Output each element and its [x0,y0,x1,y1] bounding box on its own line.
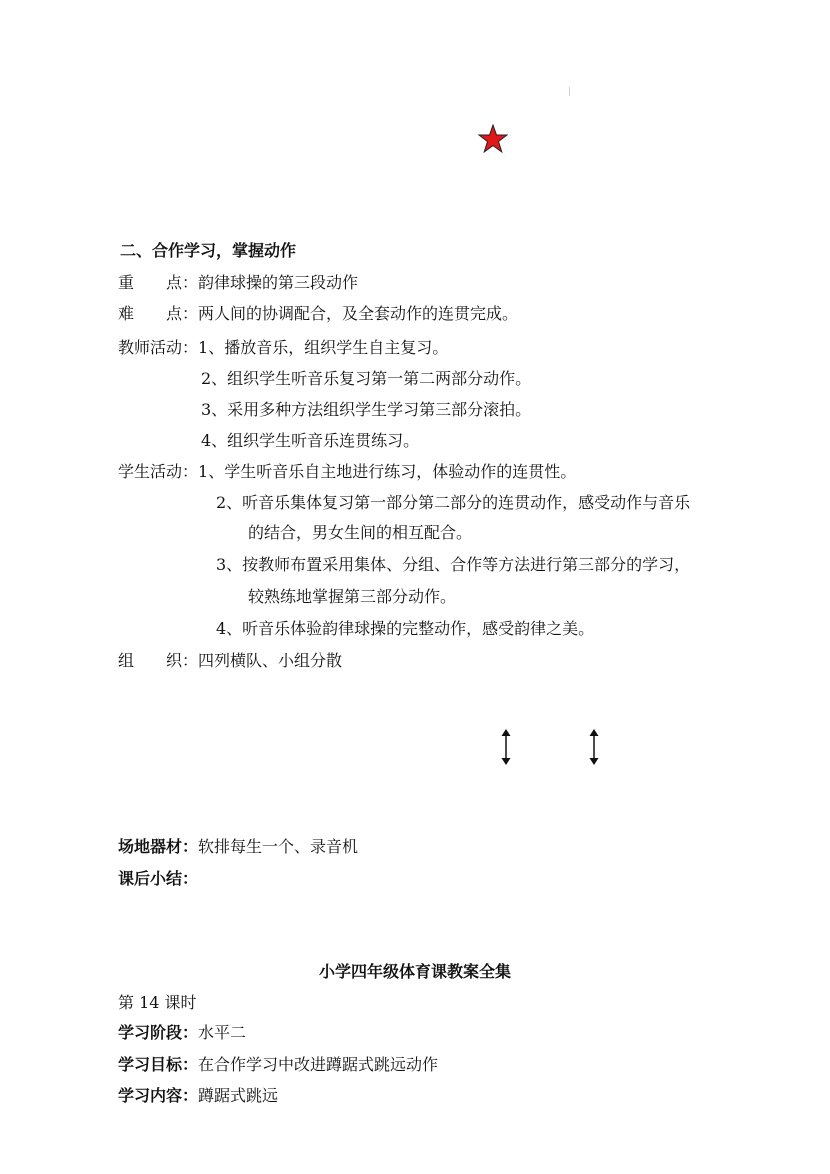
student-item: 较熟练地掌握第三部分动作。 [248,587,457,606]
content-label: 学习内容： [118,1086,199,1105]
teacher-label: 教师活动： [118,338,199,357]
student-item: 4、听音乐体验韵律球操的完整动作，感受韵律之美。 [216,619,595,638]
focus-label: 重 点： [118,273,199,292]
difficulty-label: 难 点： [118,304,199,323]
student-row [118,462,576,482]
student-item: 1、学生听音乐自主地进行练习，体验动作的连贯性。 [198,462,577,481]
student-label: 学生活动： [118,462,199,481]
stage-label: 学习阶段： [118,1023,199,1042]
student-item: 2、听音乐集体复习第一部分第二部分的连贯动作，感受动作与音乐 [216,493,691,512]
student-item: 3、按教师布置采用集体、分组、合作等方法进行第三部分的学习， [216,555,691,574]
stage-value: 水平二 [198,1023,247,1042]
organization-row [118,651,342,671]
equipment-row [118,837,358,857]
next-lesson-title: 小学四年级体育课教案全集 [318,962,511,981]
content-value: 蹲踞式跳远 [198,1086,279,1105]
teacher-item: 2、组织学生听音乐复习第一第二两部分动作。 [201,369,532,388]
star-icon [478,124,508,154]
teacher-item: 3、采用多种方法组织学生学习第三部分滚拍。 [201,400,532,419]
difficulty-row [118,304,518,324]
organization-label: 组 织： [118,651,199,670]
teacher-row [118,338,448,358]
summary-label: 课后小结： [118,869,199,888]
teacher-item: 1、播放音乐，组织学生自主复习。 [198,338,449,357]
student-item: 的结合，男女生间的相互配合。 [248,523,473,542]
content-row [118,1086,278,1106]
objective-row [118,1055,438,1075]
divider [569,87,570,96]
objective-value: 在合作学习中改进蹲踞式跳远动作 [198,1055,439,1074]
objective-label: 学习目标： [118,1055,199,1074]
focus-row [118,273,358,293]
equipment-label: 场地器材： [118,837,199,856]
teacher-item: 4、组织学生听音乐连贯练习。 [201,431,420,450]
organization-value: 四列横队、小组分散 [198,651,343,670]
equipment-value: 软排每生一个、录音机 [198,837,359,856]
section-heading: 二、合作学习，掌握动作 [120,241,297,260]
double-arrow-icon [500,729,512,765]
difficulty-value: 两人间的协调配合，及全套动作的连贯完成。 [198,304,519,323]
lesson-number: 第 14 课时 [118,993,197,1012]
focus-value: 韵律球操的第三段动作 [198,273,359,292]
stage-row [118,1023,246,1043]
double-arrow-icon [588,729,600,765]
